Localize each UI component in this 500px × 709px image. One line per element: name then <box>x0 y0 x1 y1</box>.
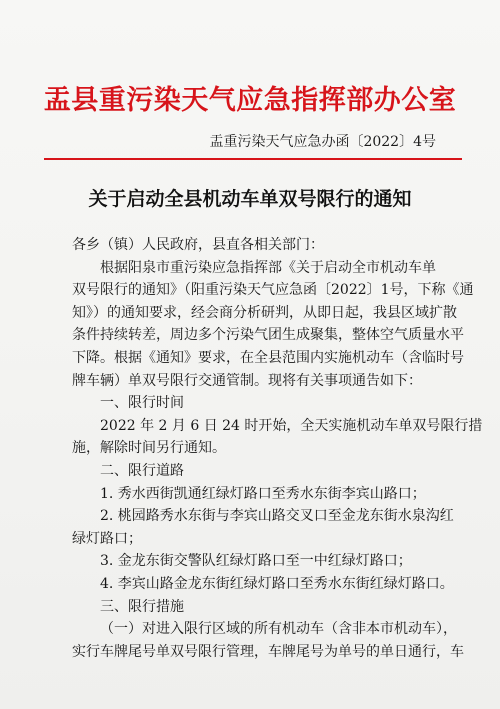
paragraph-line: 施，解除时间另行通知。 <box>72 440 226 457</box>
paragraph-line: 2022 年 2 月 6 日 24 时开始，全天实施机动车单双号限行措 <box>100 417 483 434</box>
notice-title: 关于启动全县机动车单双号限行的通知 <box>88 188 412 210</box>
section-heading-roads: 二、限行道路 <box>100 462 184 479</box>
paragraph-line: 条件持续转差，周边多个污染气团生成聚集，整体空气质量水平 <box>72 327 464 344</box>
paragraph-line: 双号限行的通知》（阳重污染天气应急函〔2022〕1号，下称《通 <box>72 282 474 299</box>
road-item: 1. 秀水西街凯通红绿灯路口至秀水东街李宾山路口； <box>100 485 426 502</box>
road-item: 2. 桃园路秀水东街与李宾山路交叉口至金龙东街水泉沟红 <box>100 508 454 525</box>
road-item: 3. 金龙东街交警队红绿灯路口至一中红绿灯路口； <box>100 553 412 570</box>
issuing-office-title: 盂县重污染天气应急指挥部办公室 <box>43 85 457 116</box>
section-heading-measures: 三、限行措施 <box>100 598 184 615</box>
paragraph-line: 牌车辆）单双号限行交通管制。现将有关事项通告如下： <box>72 372 422 389</box>
paragraph-line: 下降。根据《通知》要求，在全县范围内实施机动车（含临时号 <box>72 349 464 366</box>
paragraph-line: 根据阳泉市重污染应急指挥部《关于启动全市机动车单 <box>100 259 436 276</box>
paragraph-line: （一）对进入限行区域的所有机动车（含非本市机动车）， <box>100 621 457 638</box>
red-header-rule <box>44 158 462 160</box>
notice-body <box>72 234 483 663</box>
road-item: 4. 李宾山路金龙东街红绿灯路口至秀水东街红绿灯路口。 <box>100 575 454 592</box>
section-heading-time: 一、限行时间 <box>100 395 184 412</box>
paragraph-line: 知》）的通知要求，经会商分析研判，从即日起，我县区域扩散 <box>72 304 457 321</box>
road-item-continued: 绿灯路口； <box>72 530 142 547</box>
salutation-line: 各乡（镇）人民政府，县直各相关部门： <box>72 237 324 253</box>
paragraph-line: 实行车牌尾号单双号限行管理，车牌尾号为单号的单日通行，车 <box>72 643 464 660</box>
document-number: 盂重污染天气应急办函〔2022〕4号 <box>209 134 436 150</box>
